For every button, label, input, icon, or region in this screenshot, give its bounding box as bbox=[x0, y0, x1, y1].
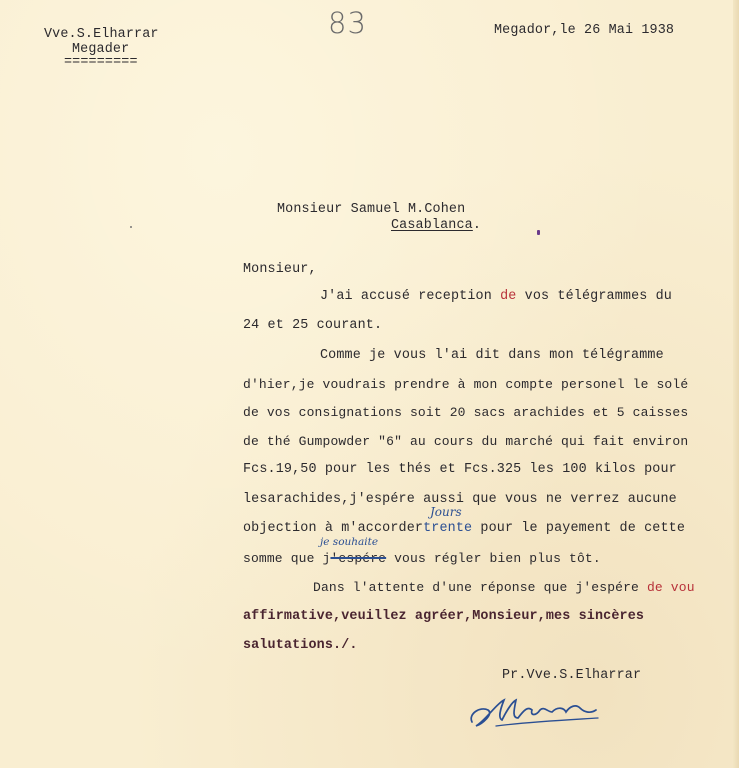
body-line bbox=[243, 551, 601, 567]
body-line-13: salutations./. bbox=[243, 638, 358, 653]
ink-speck bbox=[130, 226, 132, 228]
salutation: Monsieur, bbox=[243, 262, 317, 277]
recipient-city-line bbox=[391, 218, 481, 234]
body-line-6: de thé Gumpowder "6" au cours du marché qui fait environ bbox=[243, 434, 689, 449]
body-line-3: Comme je vous l'ai dit dans mon télégramme bbox=[320, 348, 664, 363]
recipient-name: Monsieur Samuel M.Cohen bbox=[277, 202, 466, 217]
body-line-11a: Dans l'attente d'une réponse que j'espére bbox=[313, 580, 647, 595]
letterhead-rule: ========= bbox=[64, 55, 138, 70]
body-line-7: Fcs.19,50 pour les thés et Fcs.325 les 100 kilos pour bbox=[243, 462, 677, 477]
sender-name: Vve.S.Elharrar bbox=[44, 27, 159, 42]
body-line bbox=[313, 580, 695, 596]
body-line-11b: de vou bbox=[646, 580, 695, 595]
body-line-9a: objection à m'accorder bbox=[243, 521, 424, 536]
sender-city: Megader bbox=[72, 42, 130, 57]
body-line bbox=[320, 289, 672, 305]
body-line-12: affirmative,veuillez agréer,Monsieur,mes sincères bbox=[243, 609, 645, 624]
body-line-8: lesarachides,j'espére aussi que vous ne verrez aucune bbox=[243, 492, 677, 507]
body-line-10c: vous régler bien plus tôt. bbox=[386, 551, 601, 566]
body-line bbox=[243, 521, 685, 537]
handwritten-je-souhaite: je souhaite bbox=[320, 536, 379, 548]
letter-date: Megador,le 26 Mai 1938 bbox=[494, 23, 675, 38]
recipient-city-suffix: . bbox=[472, 218, 482, 233]
body-line-2: 24 et 25 courant. bbox=[243, 318, 383, 333]
folio-number: 83 bbox=[328, 6, 367, 40]
handwritten-signature bbox=[466, 692, 606, 732]
handwritten-jours: Jours bbox=[430, 505, 462, 519]
body-line-1a: J'ai accusé reception bbox=[320, 289, 501, 304]
ink-speck bbox=[537, 230, 540, 235]
body-line-10b: 'espére bbox=[330, 551, 387, 566]
body-line-5: de vos consignations soit 20 sacs arachides et 5 caisses bbox=[243, 405, 689, 420]
body-line-4: d'hier,je voudrais prendre à mon compte personel le solé bbox=[243, 377, 689, 392]
paper-edge bbox=[733, 0, 739, 768]
body-line-9b: trente bbox=[423, 521, 473, 536]
body-line-1c: vos télégrammes du bbox=[516, 289, 672, 304]
body-line-10a: somme que j bbox=[243, 551, 331, 566]
body-line-1b: de bbox=[500, 289, 517, 304]
recipient-city: Casablanca bbox=[391, 218, 473, 233]
body-line-9c: pour le payement de cette bbox=[472, 521, 686, 536]
typed-signature: Pr.Vve.S.Elharrar bbox=[502, 668, 642, 683]
